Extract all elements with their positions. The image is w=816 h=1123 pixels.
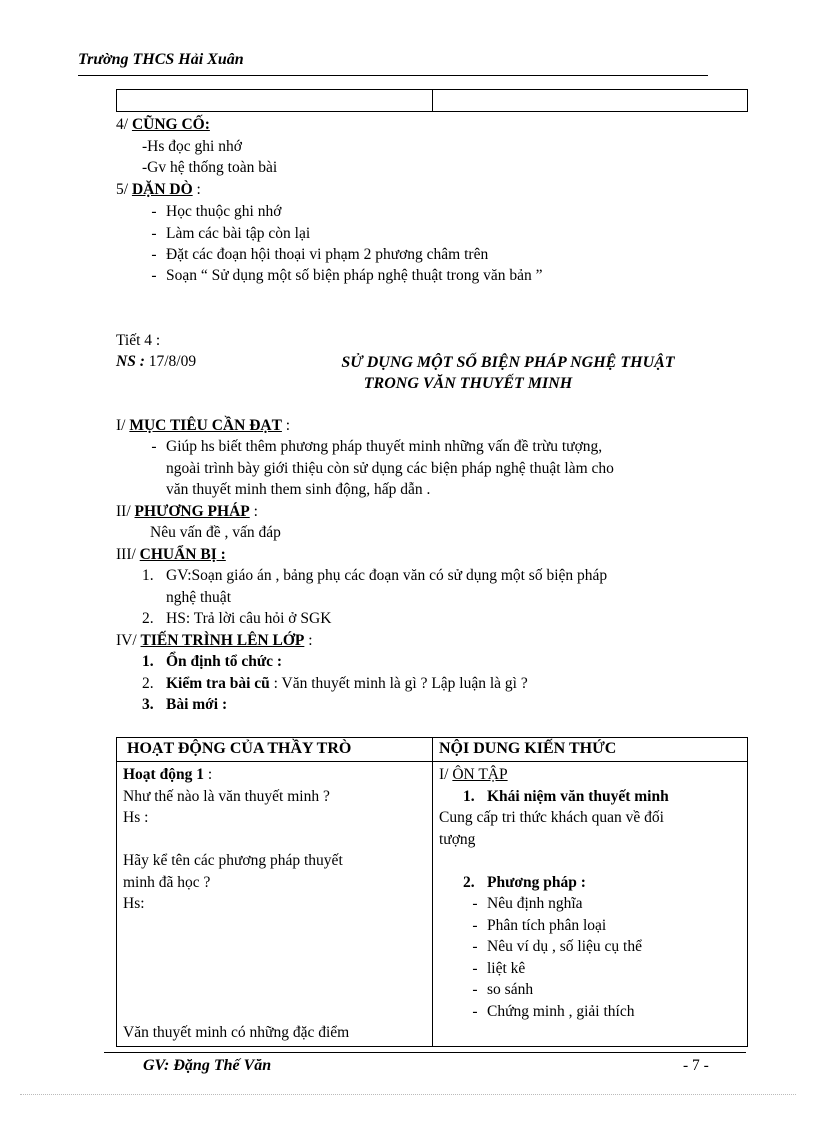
blank-line: [123, 958, 426, 980]
method-item: - Chứng minh , giải thích: [472, 1002, 635, 1020]
blank-line: [123, 1001, 426, 1023]
method-item: - Phân tích phân loại: [472, 916, 607, 934]
period-label: Tiết 4 :: [116, 332, 161, 349]
homework-heading: 5/ DẶN DÒ :: [116, 181, 201, 198]
procedure-step: 2. Kiểm tra bài cũ : Văn thuyết minh là gì ? Lập luận là gì ?: [142, 675, 528, 692]
homework-item: - Soạn “ Sử dụng một số biện pháp nghệ thuật trong văn bản ”: [151, 267, 543, 284]
blank-line: [439, 850, 741, 872]
objectives-heading: I/ MỤC TIÊU CẦN ĐẠT :: [116, 417, 291, 434]
procedure-step: 3. Bài mới :: [142, 696, 228, 713]
definition-line: tượng: [439, 830, 476, 848]
school-header: Trường THCS Hải Xuân: [78, 51, 244, 68]
procedure-heading: IV/ TIẾN TRÌNH LÊN LỚP :: [116, 632, 313, 649]
col-header-content: NỘI DUNG KIẾN THỨC: [433, 738, 748, 762]
method-text: Nêu vấn đề , vấn đáp: [150, 524, 281, 541]
page-number: - 7 -: [683, 1057, 709, 1074]
blank-line: [123, 829, 426, 851]
page-edge: [20, 1094, 796, 1095]
homework-item: - Làm các bài tập còn lại: [151, 225, 311, 242]
question-line: minh đã học ?: [123, 873, 211, 891]
homework-item: - Học thuộc ghi nhớ: [151, 203, 282, 220]
footer-rule: [104, 1052, 746, 1053]
question: Như thế nào là văn thuyết minh ?: [123, 787, 330, 805]
blank-line: [123, 915, 426, 937]
blank-line: [123, 936, 426, 958]
teacher-name: GV: Đặng Thế Văn: [143, 1057, 272, 1074]
objectives-text: - Giúp hs biết thêm phương pháp thuyết minh những vấn đề trừu tượng,: [151, 438, 603, 455]
subsection-heading: 1. Khái niệm văn thuyết minh: [463, 787, 669, 805]
review-item: -Gv hệ thống toàn bài: [142, 159, 278, 176]
activity-label: Hoạt động 1 :: [123, 766, 213, 783]
prep-item-line: nghệ thuật: [166, 589, 231, 606]
method-item: - liệt kê: [472, 959, 526, 977]
prep-heading: III/ CHUẨN BỊ :: [116, 546, 226, 563]
lesson-title: SỬ DỤNG MỘT SỐ BIỆN PHÁP NGHỆ THUẬT: [341, 354, 675, 371]
objectives-text-line: văn thuyết minh them sinh động, hấp dẫn .: [166, 481, 431, 498]
lesson-table: [116, 737, 748, 1047]
objectives-text-line: ngoài trình bày giới thiệu còn sử dụng các biện pháp nghệ thuật làm cho: [166, 460, 614, 477]
review-item: -Hs đọc ghi nhớ: [142, 138, 242, 155]
answer: Hs :: [123, 809, 149, 826]
section-heading: I/ ÔN TẬP: [439, 766, 508, 783]
lesson-title-line2: TRONG VĂN THUYẾT MINH: [363, 375, 573, 392]
homework-item: - Đặt các đoạn hội thoại vi phạm 2 phương châm trên: [151, 246, 489, 263]
method-item: - Nêu định nghĩa: [472, 895, 583, 912]
method-item: - Nêu ví dụ , số liệu cụ thể: [472, 938, 642, 955]
empty-cell-left: [117, 90, 433, 112]
blank-line: [123, 979, 426, 1001]
activities-cell: [117, 762, 433, 1047]
review-heading: 4/ CŨNG CỐ:: [116, 116, 210, 133]
continued-table: [116, 89, 748, 112]
answer: Hs:: [123, 895, 145, 912]
col-header-activities: HOẠT ĐỘNG CỦA THẦY TRÒ: [117, 738, 433, 762]
definition: Cung cấp tri thức khách quan về đối: [439, 809, 664, 826]
content-cell: [433, 762, 748, 1047]
prep-item: 1. GV:Soạn giáo án , bảng phụ các đoạn văn có sử dụng một số biện pháp: [142, 567, 608, 584]
question: Hãy kể tên các phương pháp thuyết: [123, 852, 343, 869]
method-item: - so sánh: [472, 981, 534, 998]
header-rule: [78, 75, 708, 76]
method-heading: II/ PHƯƠNG PHÁP :: [116, 503, 258, 520]
ns-line: NS : 17/8/09: [116, 353, 197, 370]
subsection-heading: 2. Phương pháp :: [463, 873, 586, 891]
empty-cell-right: [433, 90, 748, 112]
question: Văn thuyết minh có những đặc điểm: [123, 1024, 350, 1041]
prep-item: 2. HS: Trả lời câu hỏi ở SGK: [142, 610, 332, 627]
procedure-step: 1. Ổn định tổ chức :: [142, 653, 283, 670]
